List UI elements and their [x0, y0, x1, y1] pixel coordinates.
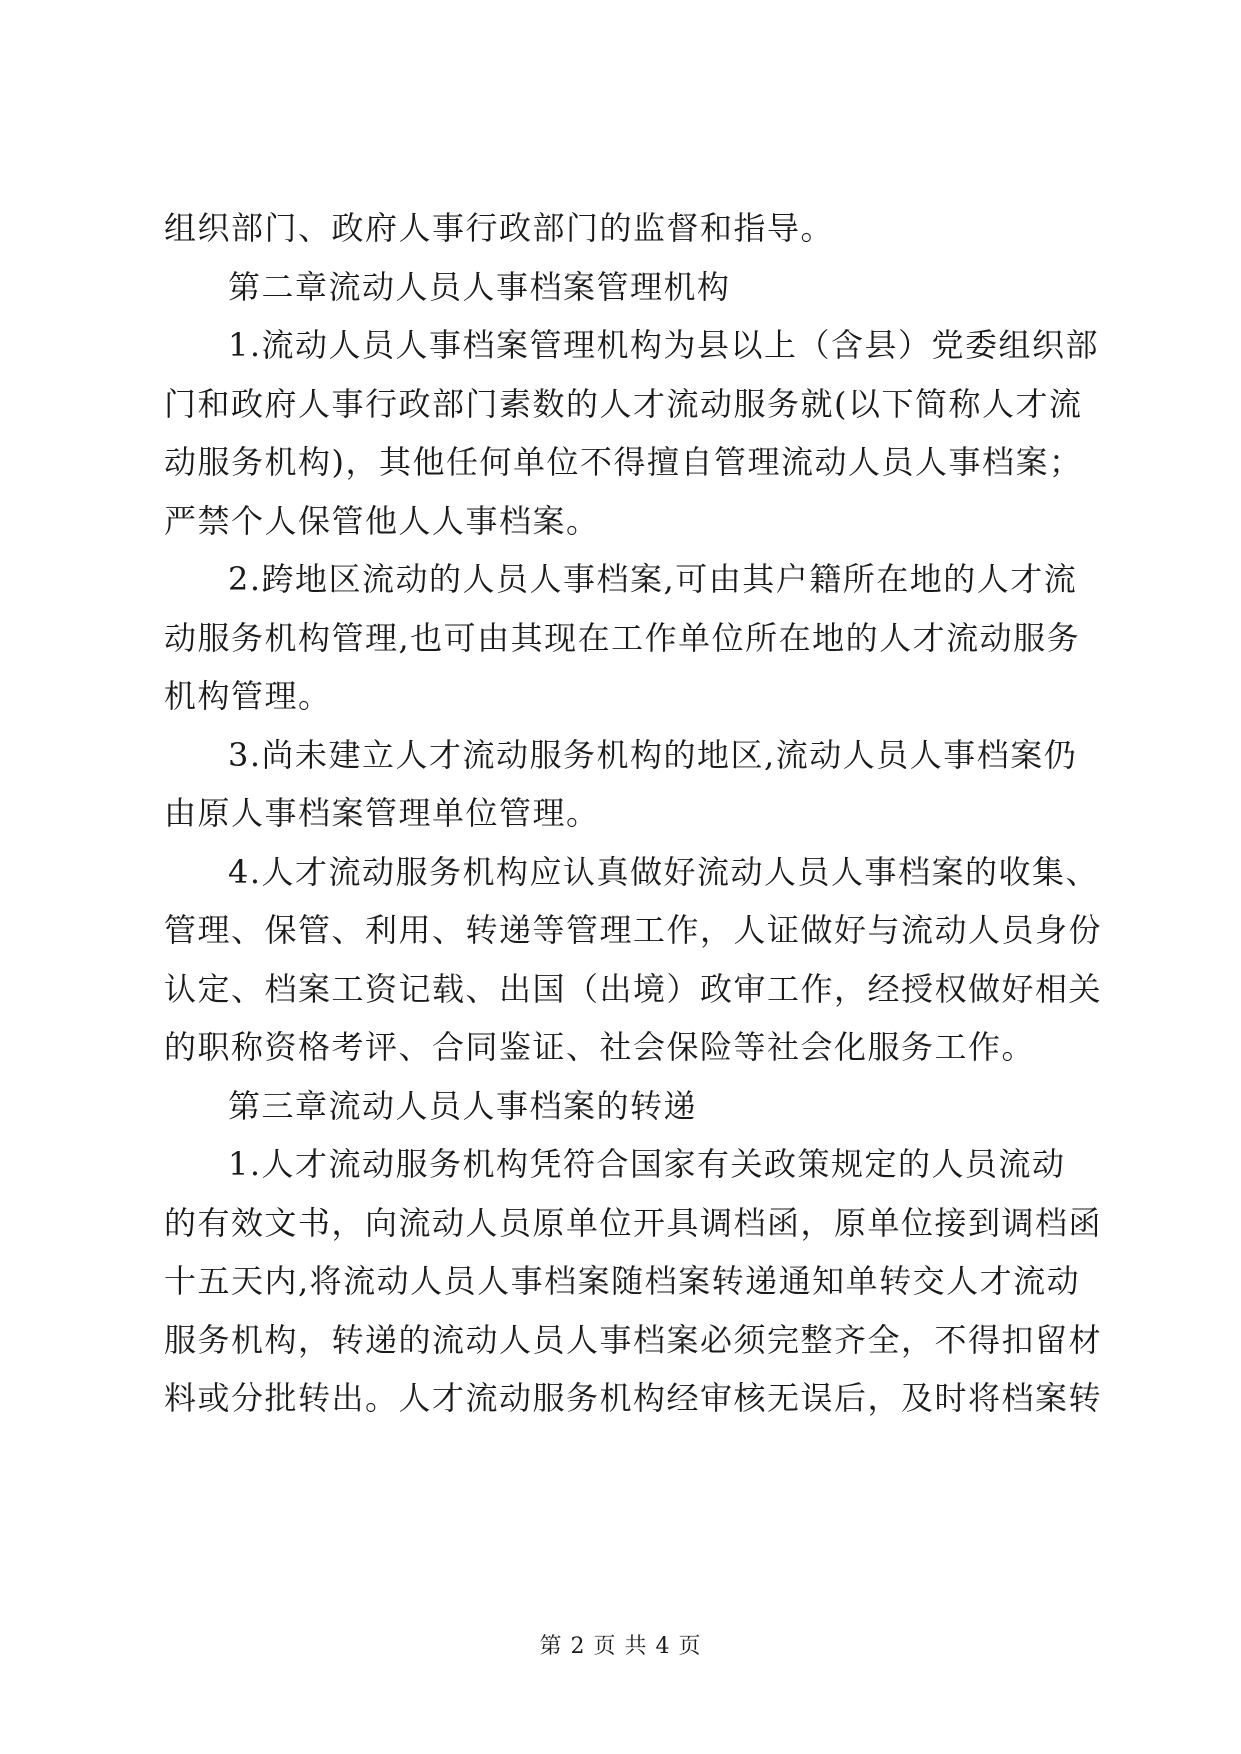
text-line: 认定、档案工资记载、出国（出境）政审工作，经授权做好相关	[164, 969, 1103, 1008]
text-line: 1.人才流动服务机构凭符合国家有关政策规定的人员流动	[228, 1145, 1066, 1183]
text-line: 机构管理。	[164, 677, 332, 715]
text-line: 组织部门、政府人事行政部门的监督和指导。	[164, 209, 835, 247]
text-line: 由原人事档案管理单位管理。	[164, 794, 600, 832]
text-line: 3.尚未建立人才流动服务机构的地区,流动人员人事档案仍	[228, 735, 1078, 774]
text-line: 服务机构，转递的流动人员人事档案必须完整齐全，不得扣留材	[164, 1320, 1103, 1359]
page-number: 第 2 页 共 4 页	[539, 1634, 702, 1659]
text-line: 1.流动人员人事档案管理机构为县以上（含县）党委组织部	[228, 326, 1100, 364]
text-line: 的职称资格考评、合同鉴证、社会保险等社会化服务工作。	[164, 1028, 1036, 1066]
text-line: 动服务机构)，其他任何单位不得擅自管理流动人员人事档案；	[164, 443, 1083, 481]
text-line: 料或分批转出。人才流动服务机构经审核无误后，及时将档案转	[164, 1379, 1103, 1417]
text-line: 2.跨地区流动的人员人事档案,可由其户籍所在地的人才流	[228, 560, 1078, 598]
text-line: 动服务机构管理,也可由其现在工作单位所在地的人才流动服务	[164, 618, 1081, 657]
document-body	[164, 199, 1103, 1428]
text-line: 管理、保管、利用、转递等管理工作，人证做好与流动人员身份	[164, 911, 1103, 949]
text-line: 第二章流动人员人事档案管理机构	[228, 267, 731, 306]
text-line: 严禁个人保管他人人事档案。	[164, 501, 600, 540]
text-line: 十五天内,将流动人员人事档案随档案转递通知单转交人才流动	[164, 1262, 1081, 1300]
page-footer	[0, 1632, 1241, 1662]
text-line: 的有效文书，向流动人员原单位开具调档函，原单位接到调档函	[164, 1203, 1103, 1242]
text-line: 第三章流动人员人事档案的转递	[228, 1086, 698, 1125]
text-line: 门和政府人事行政部门素数的人才流动服务就(以下简称人才流	[164, 384, 1083, 423]
text-line: 4.人才流动服务机构应认真做好流动人员人事档案的收集、	[228, 852, 1100, 891]
